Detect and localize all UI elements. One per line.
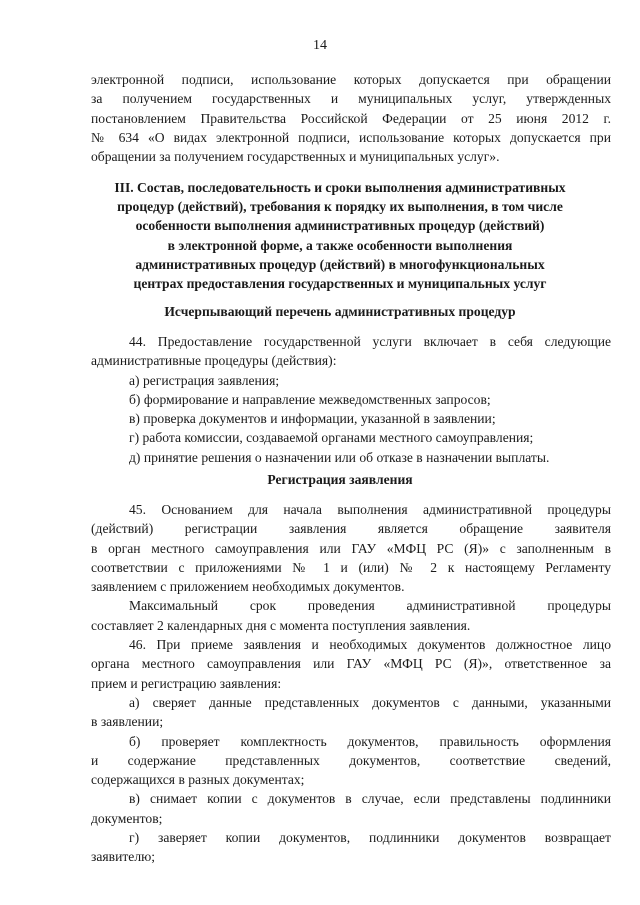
text-line: № 634 «О видах электронной подписи, использование которых допускается при (91, 129, 611, 145)
title-line: в электронной форме, а также особенности выполнения (167, 237, 513, 253)
text-line: б) проверяет комплектность документов, правильность оформления (129, 733, 611, 749)
text-line: 44. Предоставление государственной услуги включает в себя следующие (129, 334, 611, 349)
title-line: административных процедур (действий) в многофункциональных (135, 256, 545, 272)
list-item: д) принятие решения о назначении или об отказе в назначении выплаты. (129, 449, 550, 465)
paragraph-45 (91, 500, 611, 867)
text-line: составляет 2 календарных дня с момента поступления заявления. (91, 617, 471, 633)
text-line: в орган местного самоуправления или ГАУ «МФЦ РС (Я)» с заполненным в (91, 540, 611, 556)
subheading-text: Регистрация заявления (267, 472, 413, 487)
list-item: г) работа комиссии, создаваемой органами местного самоуправления; (129, 430, 534, 446)
subheading-procedures (60, 302, 620, 321)
paragraph-44 (91, 332, 611, 467)
text-line: документов; (91, 810, 163, 826)
list-item: в) проверка документов и информации, указанной в заявлении; (129, 411, 496, 427)
list-item: а) регистрация заявления; (129, 372, 280, 388)
text-line: органа местного самоуправления или ГАУ «МФЦ РС (Я)», ответственное за (91, 656, 611, 672)
text-line: заявлением с приложением необходимых документов. (91, 579, 405, 595)
section-title (60, 178, 620, 293)
text-line: Максимальный срок проведения административной процедуры (129, 598, 611, 614)
title-line: III. Состав, последовательность и сроки выполнения административных (114, 180, 566, 195)
subheading-registration (60, 470, 620, 489)
text-line: постановлением Правительства Российской Федерации от 25 июня 2012 г. (91, 110, 611, 126)
text-line: в заявлении; (91, 714, 164, 730)
text-line: прием и регистрацию заявления: (91, 675, 282, 691)
text-line: за получением государственных и муниципальных услуг, утвержденных (91, 91, 611, 107)
text-line: г) заверяет копии документов, подлинники документов возвращает (129, 830, 611, 846)
list-item: б) формирование и направление межведомственных запросов; (129, 391, 491, 407)
text-line: а) сверяет данные представленных документов с данными, указанными (129, 694, 611, 710)
text-line: в) снимает копии с документов в случае, если представлены подлинники (129, 791, 611, 807)
title-line: центрах предоставления государственных и муниципальных услуг (133, 276, 547, 292)
text-line: соответствии с приложениями № 1 и (или) № 2 к настоящему Регламенту (91, 559, 611, 575)
intro-paragraph (91, 70, 611, 166)
subheading-text: Исчерпывающий перечень административных процедур (164, 304, 516, 319)
text-line: заявителю; (91, 849, 156, 865)
text-line: электронной подписи, использование которых допускается при обращении (91, 72, 611, 87)
text-line: (действий) регистрации заявления является обращение заявителя (91, 521, 611, 537)
text-line: содержащихся в разных документах; (91, 772, 305, 788)
text-line: обращении за получением государственных и муниципальных услуг». (91, 149, 500, 165)
text-line: 45. Основанием для начала выполнения административной процедуры (129, 502, 611, 517)
title-line: процедур (действий), требования к порядку их выполнения, в том числе (117, 199, 563, 215)
title-line: особенности выполнения административных процедур (действий) (135, 218, 545, 234)
text-line: 46. При приеме заявления и необходимых документов должностное лицо (129, 637, 611, 653)
page-number: 14 (313, 38, 327, 53)
text-line: административные процедуры (действия): (91, 353, 337, 369)
text-line: и содержание представленных документов, соответствие сведений, (91, 752, 611, 768)
